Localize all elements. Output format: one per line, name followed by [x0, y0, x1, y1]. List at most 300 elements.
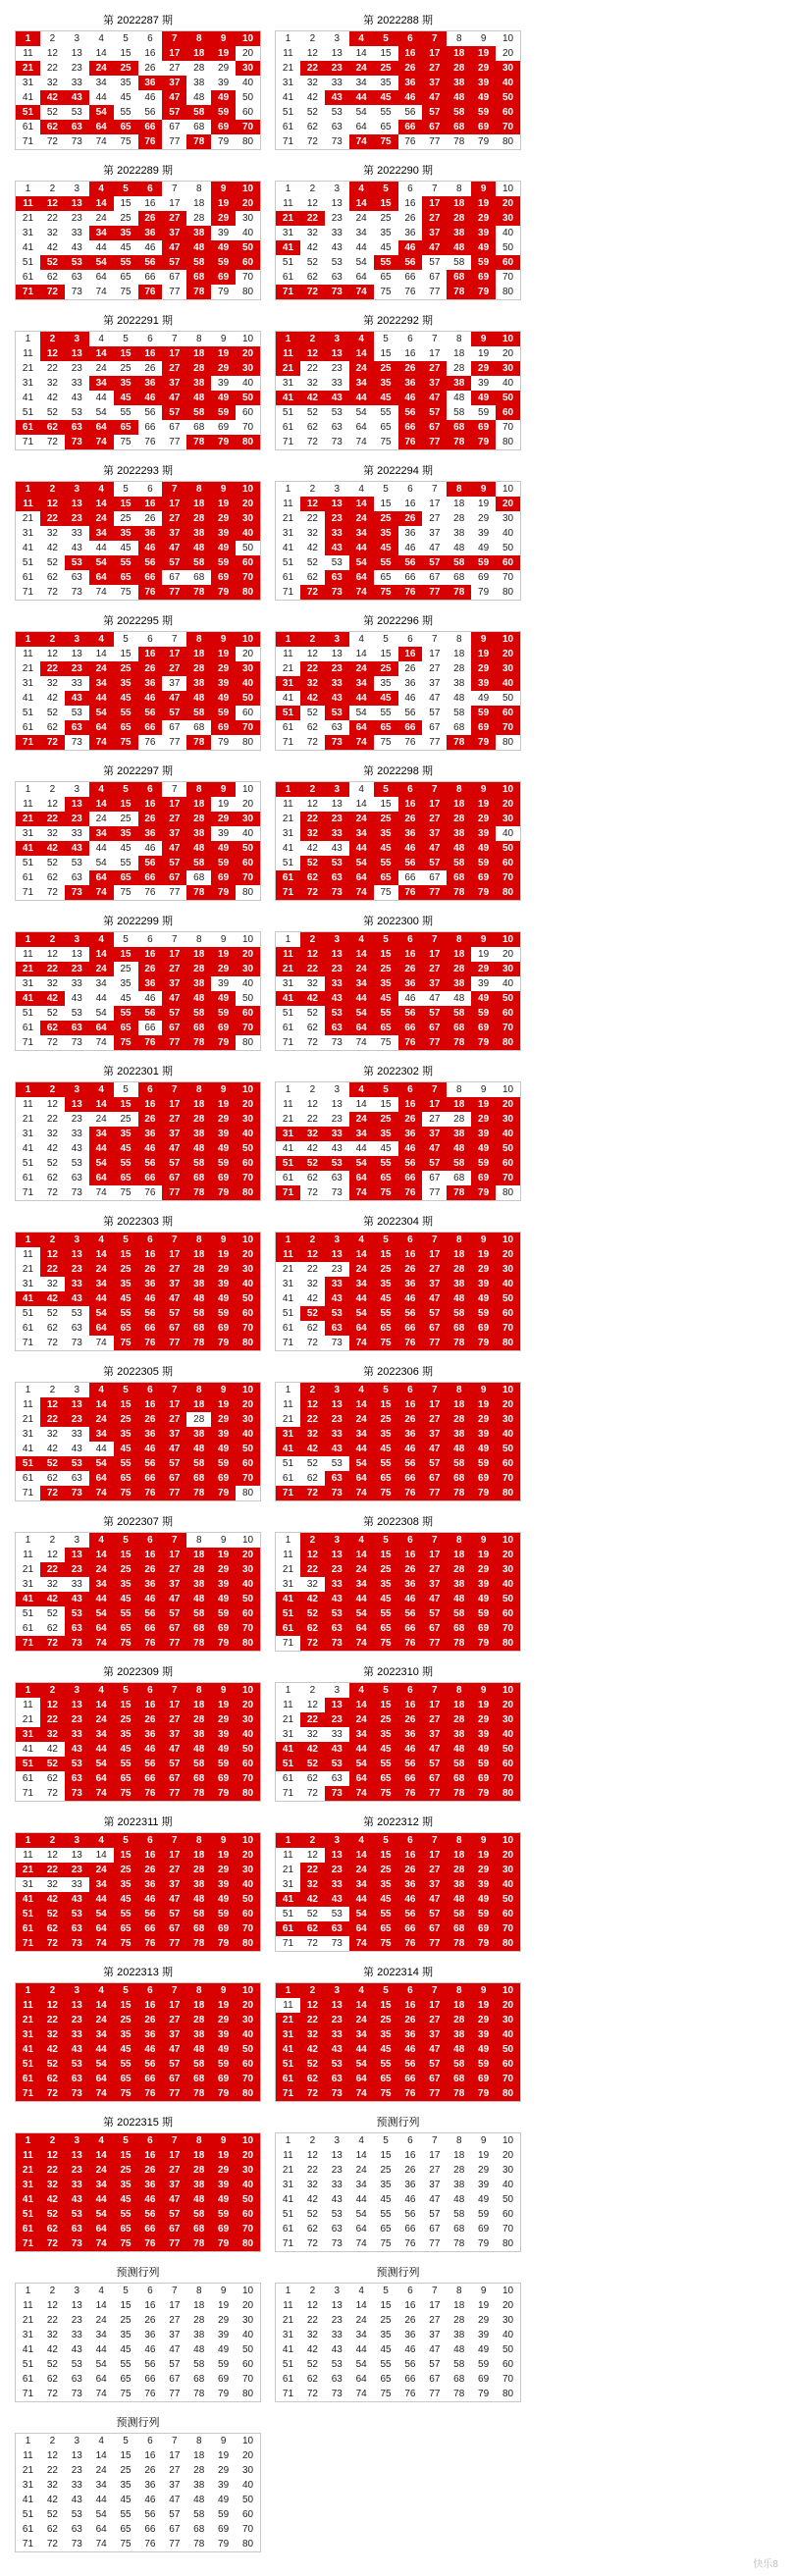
number-cell[interactable]: 34: [89, 226, 114, 240]
number-cell[interactable]: 67: [162, 1171, 186, 1185]
number-cell[interactable]: 18: [447, 196, 471, 211]
number-cell[interactable]: 47: [422, 240, 447, 255]
number-cell[interactable]: 71: [22, 587, 34, 598]
number-cell[interactable]: 58: [447, 105, 471, 120]
number-cell[interactable]: 74: [89, 1936, 114, 1952]
number-cell[interactable]: 11: [23, 1099, 33, 1110]
number-cell[interactable]: 23: [65, 962, 89, 976]
number-cell[interactable]: 39: [478, 378, 490, 389]
number-cell[interactable]: 78: [447, 1786, 471, 1802]
number-cell[interactable]: 64: [89, 720, 114, 735]
number-cell[interactable]: 58: [447, 1456, 471, 1471]
number-cell[interactable]: 12: [306, 1700, 318, 1710]
number-cell[interactable]: 64: [355, 2374, 367, 2385]
number-cell[interactable]: 77: [422, 2086, 447, 2102]
number-cell[interactable]: 31: [282, 1579, 294, 1590]
number-cell[interactable]: 23: [71, 2465, 82, 2476]
number-cell[interactable]: 31: [276, 1427, 300, 1442]
number-cell[interactable]: 39: [471, 226, 496, 240]
number-cell[interactable]: 57: [422, 555, 447, 570]
number-cell[interactable]: 25: [374, 1262, 398, 1277]
number-cell[interactable]: 75: [114, 2086, 138, 2102]
number-cell[interactable]: 53: [71, 708, 82, 718]
number-cell[interactable]: 36: [398, 1127, 423, 1141]
number-cell[interactable]: 15: [374, 1397, 398, 1412]
number-cell[interactable]: 70: [236, 570, 260, 585]
number-cell[interactable]: 74: [89, 435, 114, 450]
number-cell[interactable]: 69: [211, 720, 236, 735]
number-cell[interactable]: 23: [65, 511, 89, 526]
number-cell[interactable]: 32: [46, 1129, 58, 1139]
number-cell[interactable]: 29: [211, 511, 236, 526]
number-cell[interactable]: 79: [471, 1336, 496, 1351]
number-cell[interactable]: 72: [40, 1636, 65, 1652]
number-cell[interactable]: 59: [218, 2359, 230, 2370]
number-cell[interactable]: 44: [89, 1892, 114, 1907]
number-cell[interactable]: 25: [374, 61, 398, 76]
number-cell[interactable]: 26: [398, 1112, 423, 1127]
number-cell[interactable]: 63: [331, 122, 343, 132]
number-cell[interactable]: 29: [211, 2013, 236, 2027]
number-cell[interactable]: 52: [40, 1907, 65, 1921]
number-cell[interactable]: 46: [398, 2042, 423, 2057]
number-cell[interactable]: 45: [114, 2192, 138, 2207]
number-cell[interactable]: 54: [89, 1156, 114, 1171]
number-cell[interactable]: 72: [306, 1338, 318, 1348]
number-cell[interactable]: 42: [46, 1744, 58, 1755]
number-cell[interactable]: 13: [325, 497, 349, 511]
number-cell[interactable]: 25: [374, 361, 398, 376]
number-cell[interactable]: 30: [236, 812, 260, 826]
number-cell[interactable]: 77: [422, 885, 447, 901]
number-cell[interactable]: 60: [236, 856, 260, 870]
number-cell[interactable]: 43: [325, 691, 349, 706]
number-cell[interactable]: 71: [282, 737, 294, 748]
number-cell[interactable]: 9: [471, 1533, 496, 1549]
number-cell[interactable]: 59: [478, 407, 490, 418]
number-cell[interactable]: 62: [46, 2374, 58, 2385]
number-cell[interactable]: 23: [65, 2013, 89, 2027]
number-cell[interactable]: 58: [186, 1606, 211, 1621]
number-cell[interactable]: 72: [46, 587, 58, 598]
number-cell[interactable]: 61: [22, 1623, 34, 1634]
number-cell[interactable]: 3: [74, 1535, 80, 1546]
number-cell[interactable]: 33: [331, 378, 343, 389]
number-cell[interactable]: 52: [40, 2207, 65, 2222]
number-cell[interactable]: 79: [478, 2238, 490, 2249]
number-cell[interactable]: 9: [480, 2286, 487, 2296]
number-cell[interactable]: 43: [65, 90, 89, 105]
number-cell[interactable]: 24: [89, 1863, 114, 1877]
number-cell[interactable]: 49: [211, 2042, 236, 2057]
number-cell[interactable]: 57: [169, 2359, 181, 2370]
number-cell[interactable]: 7: [432, 634, 438, 645]
number-cell[interactable]: 41: [282, 543, 294, 553]
number-cell[interactable]: 58: [447, 856, 471, 870]
number-cell[interactable]: 36: [138, 826, 163, 841]
number-cell[interactable]: 64: [89, 570, 114, 585]
number-cell[interactable]: 7: [162, 31, 186, 47]
number-cell[interactable]: 7: [162, 1983, 186, 1999]
number-cell[interactable]: 65: [114, 720, 138, 735]
number-cell[interactable]: 80: [496, 1636, 520, 1652]
number-cell[interactable]: 21: [282, 1264, 294, 1275]
number-cell[interactable]: 21: [276, 2013, 300, 2027]
number-cell[interactable]: 23: [65, 1412, 89, 1427]
number-cell[interactable]: 50: [496, 1592, 520, 1606]
number-cell[interactable]: 59: [471, 1306, 496, 1321]
number-cell[interactable]: 27: [422, 1562, 447, 1577]
number-cell[interactable]: 69: [211, 1621, 236, 1636]
number-cell[interactable]: 15: [114, 1097, 138, 1112]
number-cell[interactable]: 1: [276, 782, 300, 798]
number-cell[interactable]: 34: [355, 2330, 367, 2340]
number-cell[interactable]: 24: [349, 2013, 374, 2027]
number-cell[interactable]: 30: [236, 1712, 260, 1727]
number-cell[interactable]: 12: [306, 2150, 318, 2161]
number-cell[interactable]: 68: [186, 1471, 211, 1486]
number-cell[interactable]: 53: [71, 858, 82, 868]
number-cell[interactable]: 21: [282, 663, 294, 674]
number-cell[interactable]: 8: [195, 334, 202, 344]
number-cell[interactable]: 12: [306, 48, 318, 59]
number-cell[interactable]: 38: [186, 2178, 211, 2192]
number-cell[interactable]: 47: [422, 1291, 447, 1306]
number-cell[interactable]: 46: [398, 1442, 423, 1456]
number-cell[interactable]: 35: [114, 2027, 138, 2042]
number-cell[interactable]: 57: [162, 1757, 186, 1771]
number-cell[interactable]: 48: [453, 393, 465, 403]
number-cell[interactable]: 37: [162, 2027, 186, 2042]
number-cell[interactable]: 19: [211, 497, 236, 511]
number-cell[interactable]: 29: [211, 812, 236, 826]
number-cell[interactable]: 25: [120, 814, 132, 824]
number-cell[interactable]: 70: [236, 1171, 260, 1185]
number-cell[interactable]: 13: [325, 1848, 349, 1863]
number-cell[interactable]: 59: [471, 1456, 496, 1471]
number-cell[interactable]: 16: [138, 497, 163, 511]
number-cell[interactable]: 45: [374, 90, 398, 105]
number-cell[interactable]: 73: [71, 136, 82, 147]
number-cell[interactable]: 22: [306, 2165, 318, 2176]
number-cell[interactable]: 50: [502, 543, 514, 553]
number-cell[interactable]: 10: [236, 182, 260, 197]
number-cell[interactable]: 19: [218, 2450, 230, 2461]
number-cell[interactable]: 74: [95, 2389, 107, 2399]
number-cell[interactable]: 5: [123, 934, 129, 945]
number-cell[interactable]: 55: [114, 555, 138, 570]
number-cell[interactable]: 44: [355, 2344, 367, 2355]
number-cell[interactable]: 37: [169, 2330, 181, 2340]
number-cell[interactable]: 79: [471, 1185, 496, 1201]
number-cell[interactable]: 28: [447, 2013, 471, 2027]
number-cell[interactable]: 79: [471, 885, 496, 901]
number-cell[interactable]: 55: [374, 2057, 398, 2072]
number-cell[interactable]: 13: [71, 48, 82, 59]
number-cell[interactable]: 49: [211, 541, 236, 555]
number-cell[interactable]: 31: [282, 528, 294, 539]
number-cell[interactable]: 3: [74, 2286, 80, 2296]
number-cell[interactable]: 19: [211, 1848, 236, 1863]
number-cell[interactable]: 58: [447, 1606, 471, 1621]
number-cell[interactable]: 27: [162, 962, 186, 976]
number-cell[interactable]: 44: [349, 991, 374, 1006]
number-cell[interactable]: 55: [120, 858, 132, 868]
number-cell[interactable]: 43: [65, 1291, 89, 1306]
number-cell[interactable]: 64: [355, 422, 367, 433]
number-cell[interactable]: 43: [65, 1592, 89, 1606]
number-cell[interactable]: 70: [502, 422, 514, 433]
number-cell[interactable]: 32: [40, 2178, 65, 2192]
number-cell[interactable]: 5: [114, 1533, 138, 1549]
number-cell[interactable]: 30: [236, 2013, 260, 2027]
number-cell[interactable]: 15: [114, 1247, 138, 1262]
number-cell[interactable]: 74: [355, 2389, 367, 2399]
number-cell[interactable]: 7: [172, 2436, 178, 2446]
number-cell[interactable]: 75: [374, 1936, 398, 1952]
number-cell[interactable]: 50: [502, 2344, 514, 2355]
number-cell[interactable]: 52: [306, 1909, 318, 1919]
number-cell[interactable]: 37: [422, 1427, 447, 1442]
number-cell[interactable]: 80: [502, 2389, 514, 2399]
number-cell[interactable]: 51: [276, 2057, 300, 2072]
number-cell[interactable]: 64: [89, 1471, 114, 1486]
number-cell[interactable]: 71: [282, 136, 294, 147]
number-cell[interactable]: 13: [71, 2450, 82, 2461]
number-cell[interactable]: 26: [404, 663, 416, 674]
number-cell[interactable]: 30: [236, 61, 260, 76]
number-cell[interactable]: 30: [236, 962, 260, 976]
number-cell[interactable]: 59: [211, 1606, 236, 1621]
number-cell[interactable]: 34: [349, 1427, 374, 1442]
number-cell[interactable]: 24: [95, 814, 107, 824]
number-cell[interactable]: 21: [276, 211, 300, 226]
number-cell[interactable]: 50: [236, 691, 260, 706]
number-cell[interactable]: 32: [46, 2330, 58, 2340]
number-cell[interactable]: 73: [65, 2086, 89, 2102]
number-cell[interactable]: 62: [300, 1921, 325, 1936]
number-cell[interactable]: 47: [422, 2042, 447, 2057]
number-cell[interactable]: 30: [241, 2315, 254, 2326]
number-cell[interactable]: 31: [22, 1429, 34, 1440]
number-cell[interactable]: 25: [114, 1863, 138, 1877]
number-cell[interactable]: 4: [358, 634, 364, 645]
number-cell[interactable]: 66: [144, 2524, 156, 2535]
number-cell[interactable]: 62: [46, 572, 58, 583]
number-cell[interactable]: 46: [138, 391, 163, 405]
number-cell[interactable]: 27: [162, 1863, 186, 1877]
number-cell[interactable]: 60: [496, 1907, 520, 1921]
number-cell[interactable]: 52: [306, 1458, 318, 1469]
number-cell[interactable]: 70: [496, 120, 520, 134]
number-cell[interactable]: 26: [404, 2315, 416, 2326]
number-cell[interactable]: 68: [193, 422, 205, 433]
number-cell[interactable]: 5: [374, 782, 398, 798]
number-cell[interactable]: 44: [89, 1291, 114, 1306]
number-cell[interactable]: 77: [162, 2236, 186, 2252]
number-cell[interactable]: 64: [89, 120, 114, 134]
number-cell[interactable]: 80: [241, 887, 254, 898]
number-cell[interactable]: 26: [398, 511, 423, 526]
number-cell[interactable]: 41: [276, 240, 300, 255]
number-cell[interactable]: 50: [236, 1141, 260, 1156]
number-cell[interactable]: 78: [186, 1936, 211, 1952]
number-cell[interactable]: 32: [300, 826, 325, 841]
number-cell[interactable]: 53: [71, 1158, 82, 1169]
number-cell[interactable]: 78: [186, 435, 211, 450]
number-cell[interactable]: 30: [236, 1863, 260, 1877]
number-cell[interactable]: 30: [496, 1562, 520, 1577]
number-cell[interactable]: 14: [89, 196, 114, 211]
number-cell[interactable]: 54: [89, 1456, 114, 1471]
number-cell[interactable]: 38: [186, 376, 211, 391]
number-cell[interactable]: 52: [46, 1308, 58, 1319]
number-cell[interactable]: 72: [46, 136, 58, 147]
number-cell[interactable]: 62: [46, 272, 58, 283]
number-cell[interactable]: 60: [236, 1156, 260, 1171]
number-cell[interactable]: 41: [282, 1143, 294, 1154]
number-cell[interactable]: 6: [398, 1383, 423, 1398]
number-cell[interactable]: 12: [300, 1548, 325, 1562]
number-cell[interactable]: 58: [447, 1006, 471, 1021]
number-cell[interactable]: 70: [236, 120, 260, 134]
number-cell[interactable]: 66: [138, 870, 163, 885]
number-cell[interactable]: 54: [349, 1006, 374, 1021]
number-cell[interactable]: 65: [374, 1321, 398, 1336]
number-cell[interactable]: 63: [65, 1921, 89, 1936]
number-cell[interactable]: 73: [65, 2236, 89, 2252]
number-cell[interactable]: 47: [429, 693, 441, 704]
number-cell[interactable]: 55: [114, 1006, 138, 1021]
number-cell[interactable]: 35: [114, 1427, 138, 1442]
number-cell[interactable]: 56: [398, 1306, 423, 1321]
number-cell[interactable]: 47: [169, 2344, 181, 2355]
number-cell[interactable]: 56: [398, 405, 423, 420]
number-cell[interactable]: 33: [331, 78, 343, 88]
number-cell[interactable]: 71: [22, 1488, 34, 1498]
number-cell[interactable]: 54: [89, 105, 114, 120]
number-cell[interactable]: 6: [138, 782, 163, 798]
number-cell[interactable]: 71: [276, 285, 300, 300]
number-cell[interactable]: 34: [95, 2480, 107, 2491]
number-cell[interactable]: 13: [331, 48, 343, 59]
number-cell[interactable]: 63: [71, 1173, 82, 1183]
number-cell[interactable]: 44: [349, 1592, 374, 1606]
number-cell[interactable]: 54: [349, 1456, 374, 1471]
number-cell[interactable]: 17: [162, 1998, 186, 2013]
number-cell[interactable]: 77: [169, 737, 181, 748]
number-cell[interactable]: 64: [349, 570, 374, 585]
number-cell[interactable]: 79: [471, 285, 496, 300]
number-cell[interactable]: 61: [22, 1473, 34, 1484]
number-cell[interactable]: 31: [276, 676, 300, 691]
number-cell[interactable]: 72: [46, 437, 58, 447]
number-cell[interactable]: 4: [89, 1082, 114, 1098]
number-cell[interactable]: 62: [306, 1473, 318, 1484]
number-cell[interactable]: 17: [429, 499, 441, 509]
number-cell[interactable]: 27: [169, 2315, 181, 2326]
number-cell[interactable]: 28: [447, 61, 471, 76]
number-cell[interactable]: 60: [236, 1907, 260, 1921]
number-cell[interactable]: 44: [349, 1442, 374, 1456]
number-cell[interactable]: 51: [282, 858, 294, 868]
number-cell[interactable]: 59: [471, 1907, 496, 1921]
number-cell[interactable]: 48: [447, 1592, 471, 1606]
number-cell[interactable]: 36: [138, 1277, 163, 1291]
number-cell[interactable]: 52: [46, 1158, 58, 1169]
number-cell[interactable]: 79: [211, 2086, 236, 2102]
number-cell[interactable]: 23: [71, 2315, 82, 2326]
number-cell[interactable]: 13: [65, 497, 89, 511]
number-cell[interactable]: 35: [114, 1727, 138, 1742]
number-cell[interactable]: 10: [496, 332, 520, 347]
number-cell[interactable]: 76: [398, 2086, 423, 2102]
number-cell[interactable]: 58: [186, 2057, 211, 2072]
number-cell[interactable]: 65: [120, 2374, 132, 2385]
number-cell[interactable]: 61: [282, 2224, 294, 2234]
number-cell[interactable]: 57: [429, 257, 441, 268]
number-cell[interactable]: 27: [162, 812, 186, 826]
number-cell[interactable]: 26: [138, 211, 163, 226]
number-cell[interactable]: 43: [331, 2194, 343, 2205]
number-cell[interactable]: 12: [40, 1698, 65, 1712]
number-cell[interactable]: 1: [16, 1833, 40, 1849]
number-cell[interactable]: 58: [186, 1006, 211, 1021]
number-cell[interactable]: 26: [398, 1262, 423, 1277]
number-cell[interactable]: 5: [383, 334, 389, 344]
number-cell[interactable]: 57: [162, 1006, 186, 1021]
number-cell[interactable]: 70: [236, 1771, 260, 1786]
number-cell[interactable]: 37: [169, 678, 181, 689]
number-cell[interactable]: 14: [349, 1698, 374, 1712]
number-cell[interactable]: 47: [422, 1892, 447, 1907]
number-cell[interactable]: 4: [89, 1233, 114, 1248]
number-cell[interactable]: 46: [398, 240, 423, 255]
number-cell[interactable]: 35: [120, 978, 132, 989]
number-cell[interactable]: 70: [502, 2224, 514, 2234]
number-cell[interactable]: 66: [404, 2374, 416, 2385]
number-cell[interactable]: 49: [471, 1141, 496, 1156]
number-cell[interactable]: 50: [236, 1892, 260, 1907]
number-cell[interactable]: 41: [16, 991, 40, 1006]
number-cell[interactable]: 48: [447, 1291, 471, 1306]
number-cell[interactable]: 50: [496, 1742, 520, 1757]
number-cell[interactable]: 38: [447, 976, 471, 991]
number-cell[interactable]: 56: [138, 2207, 163, 2222]
number-cell[interactable]: 78: [186, 885, 211, 901]
number-cell[interactable]: 44: [95, 543, 107, 553]
number-cell[interactable]: 47: [422, 1742, 447, 1757]
number-cell[interactable]: 28: [193, 213, 205, 224]
number-cell[interactable]: 58: [186, 1907, 211, 1921]
number-cell[interactable]: 69: [471, 1021, 496, 1035]
number-cell[interactable]: 18: [447, 46, 471, 61]
number-cell[interactable]: 23: [325, 962, 349, 976]
number-cell[interactable]: 30: [236, 1262, 260, 1277]
number-cell[interactable]: 27: [429, 2165, 441, 2176]
number-cell[interactable]: 3: [65, 1683, 89, 1699]
number-cell[interactable]: 37: [422, 1277, 447, 1291]
number-cell[interactable]: 40: [502, 228, 514, 238]
number-cell[interactable]: 6: [138, 1533, 163, 1549]
number-cell[interactable]: 80: [236, 435, 260, 450]
number-cell[interactable]: 55: [120, 107, 132, 118]
number-cell[interactable]: 11: [283, 2300, 293, 2311]
number-cell[interactable]: 8: [455, 334, 462, 344]
number-cell[interactable]: 70: [236, 1321, 260, 1336]
number-cell[interactable]: 65: [380, 572, 392, 583]
number-cell[interactable]: 5: [374, 932, 398, 948]
